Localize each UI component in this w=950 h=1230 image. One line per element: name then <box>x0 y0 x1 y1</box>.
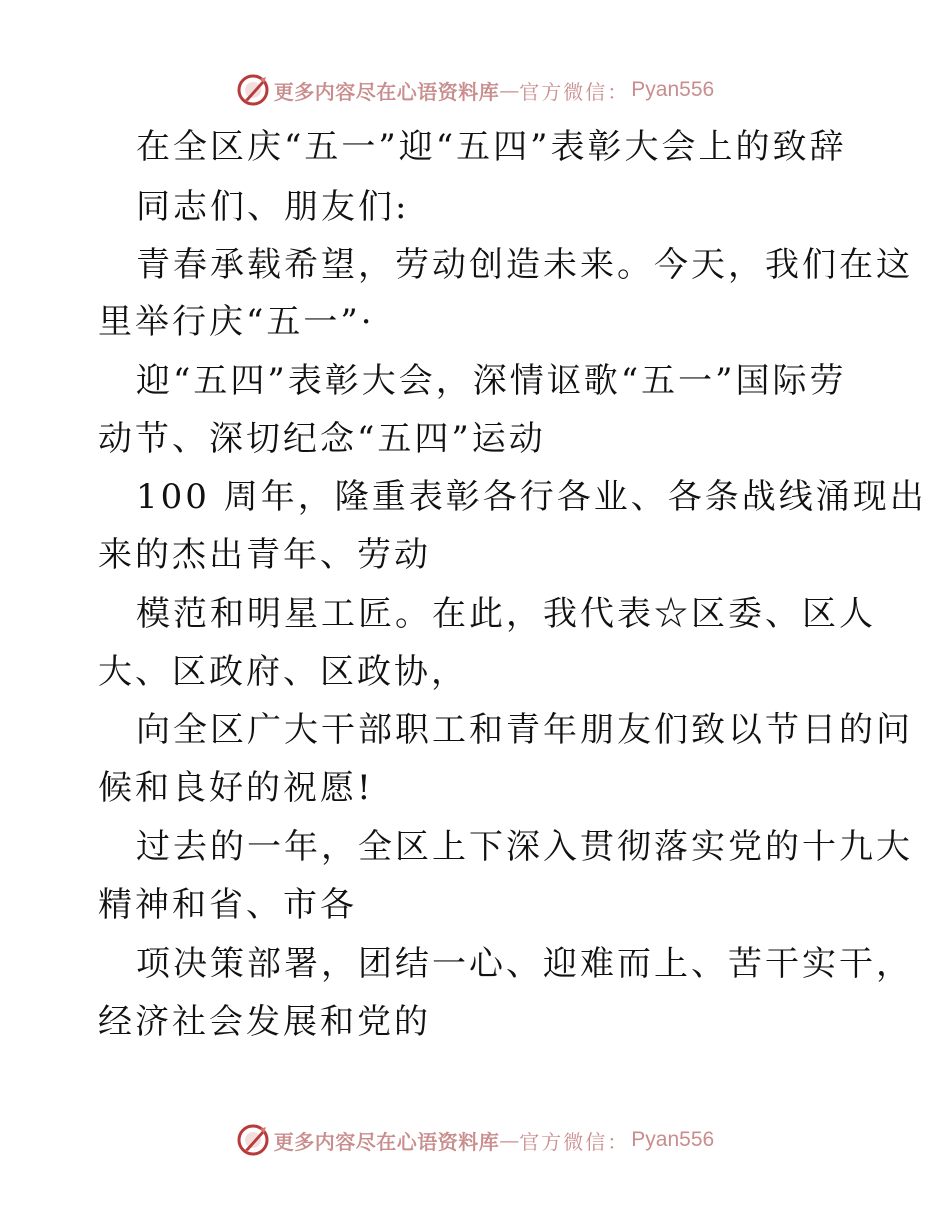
paragraph-line: 过去的一年，全区上下深入贯彻落实党的十九大 <box>136 827 913 867</box>
paragraph-line: 动节、深切纪念“五四”运动 <box>98 419 546 459</box>
paragraph-line: 候和良好的祝愿! <box>98 768 374 808</box>
paragraph-line: 同志们、朋友们: <box>136 187 410 227</box>
document-title: 在全区庆“五一”迎“五四”表彰大会上的致辞 <box>136 127 847 167</box>
wechat-handle: Pyan556 <box>631 78 715 101</box>
promo-text: 更多内容尽在心语资料库 <box>273 79 500 104</box>
official-wechat-label: 官方微信 <box>519 79 608 104</box>
promo-text: 更多内容尽在心语资料库 <box>273 1129 500 1154</box>
paragraph-line: 青春承载希望，劳动创造未来。今天，我们在这 <box>136 245 913 285</box>
official-wechat-label: 官方微信 <box>519 1129 608 1154</box>
paragraph-line: 100 周年，隆重表彰各行各业、各条战线涌现出 <box>136 477 927 517</box>
paragraph-line: 向全区广大干部职工和青年朋友们致以节日的问 <box>136 710 913 750</box>
banner-separator: — <box>499 78 520 102</box>
paragraph-line: 模范和明星工匠。在此，我代表☆区委、区人 <box>136 594 876 634</box>
paragraph-line: 里举行庆“五一”· <box>98 302 375 342</box>
paragraph-line: 大、区政府、区政协， <box>98 652 468 692</box>
paragraph-line: 项决策部署，团结一心、迎难而上、苦干实干， <box>136 944 913 984</box>
footer-watermark-banner <box>0 1120 950 1160</box>
banner-colon: ： <box>607 1129 628 1154</box>
paragraph-line: 来的杰出青年、劳动 <box>98 535 431 575</box>
paragraph-line: 精神和省、市各 <box>98 885 357 925</box>
paragraph-line: 经济社会发展和党的 <box>98 1002 431 1042</box>
wechat-handle: Pyan556 <box>631 1128 715 1151</box>
banner-colon: ： <box>607 79 628 104</box>
banner-separator: — <box>499 1128 520 1152</box>
paragraph-line: 迎“五四”表彰大会，深情讴歌“五一”国际劳 <box>136 361 847 401</box>
quill-logo-icon <box>236 1123 270 1157</box>
